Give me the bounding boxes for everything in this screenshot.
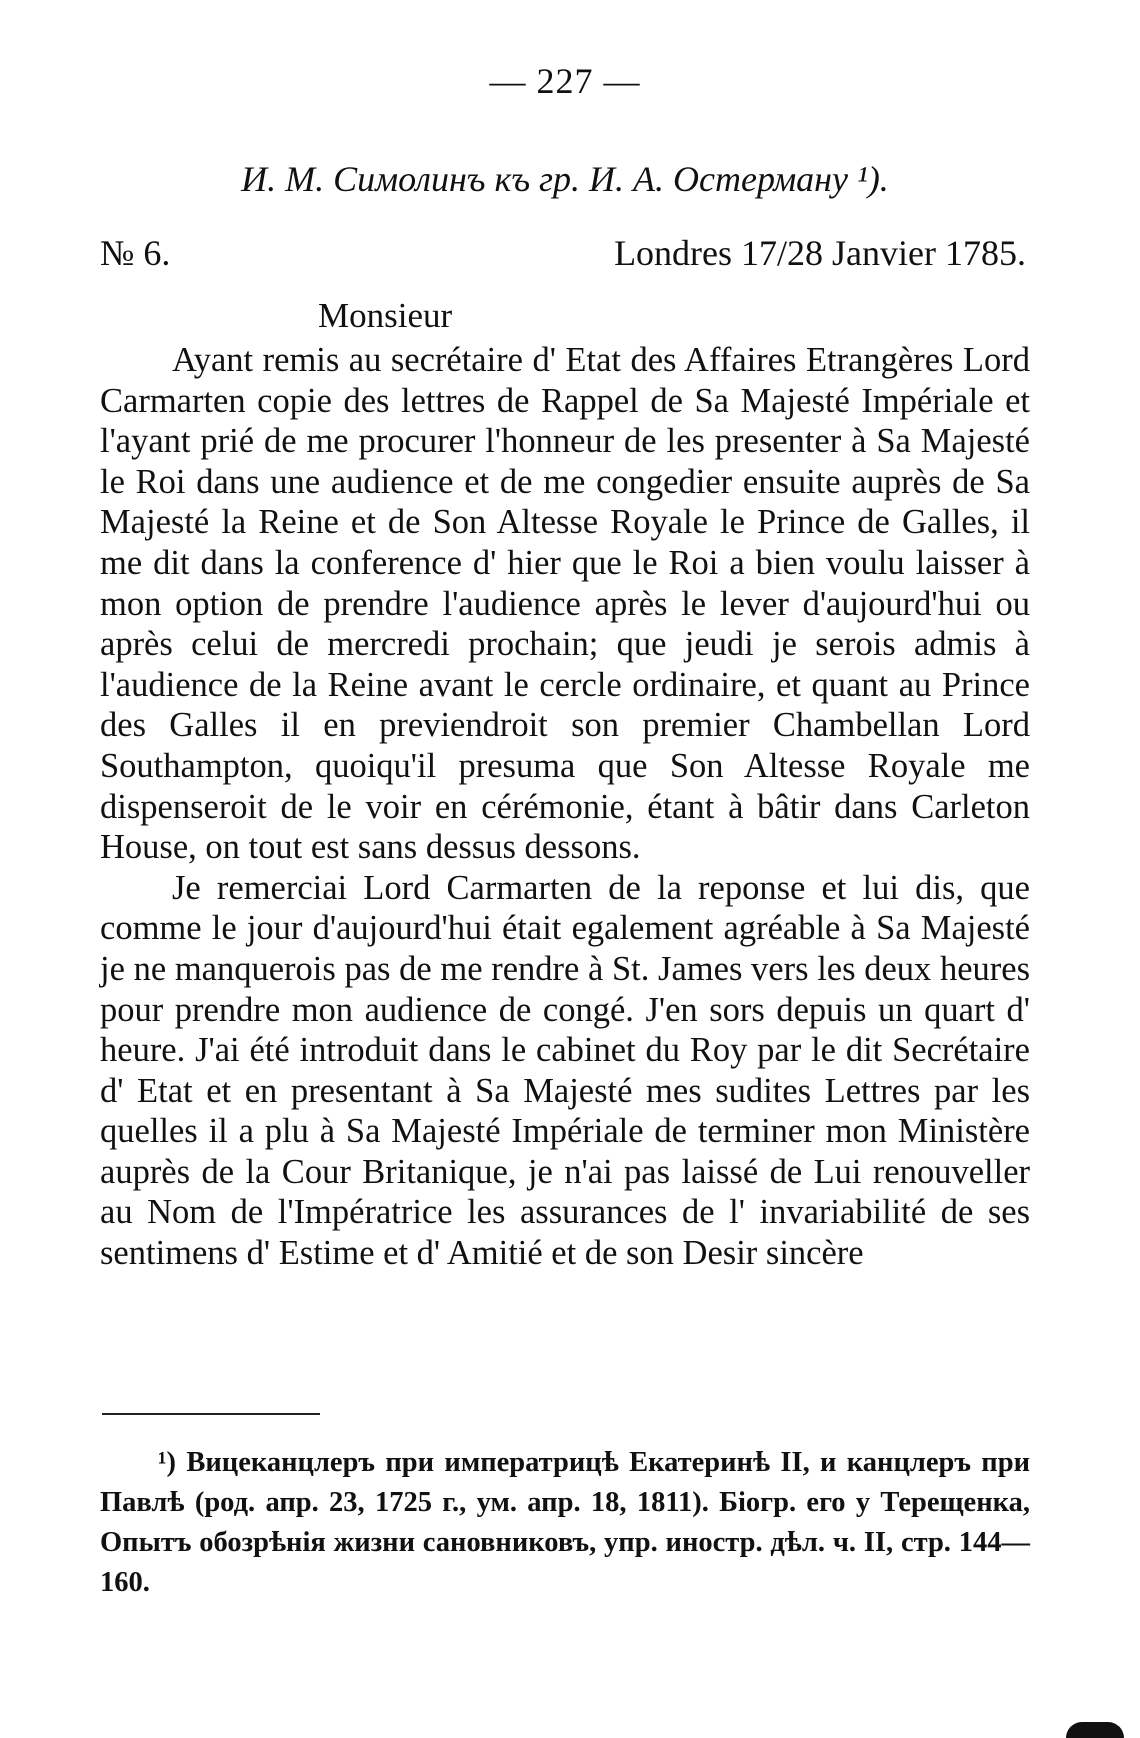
document-number: № 6.: [100, 233, 171, 273]
page-number: — 227 —: [489, 61, 641, 101]
document-header-line: [100, 232, 1030, 276]
letter-body: [100, 340, 1030, 1274]
letter-heading: И. М. Симолинъ къ гр. И. А. Остерману ¹).: [241, 159, 889, 199]
paragraph-1: Ayant remis au secrétaire d' Etat des Affaires Etrangères Lord Carmarten copie des lettres de Rappel de Sa Majesté Impériale et l'ayant prié de me procurer l'honneur de les presenter à Sa Majesté le Roi dans une audience et de me congedier ensuite auprès de Sa Majesté la Reine et de Son Altesse Royale le Prince de Galles, il me dit dans la conference d' hier que le Roi a bien voulu laisser à mon option de prendre l'audience après le lever d'aujourd'hui ou après celui de mercredi prochain; que jeudi je serois admis à l'audience de la Reine avant le cercle ordinaire, et quant au Prince des Galles il en previendroit son premier Chambellan Lord Southampton, quoiqu'il presuma que Son Altesse Royale me dispenseroit de le voir en cérémonie, étant à bâtir dans Carleton House, on tout est sans dessus dessons.: [100, 341, 1030, 867]
footnote-divider: [102, 1413, 320, 1415]
salutation: Monsieur: [318, 296, 453, 335]
footnote: [100, 1443, 1030, 1603]
document-page: [100, 0, 1030, 1738]
footnote-text: ¹) Вицеканцлеръ при императрицѣ Екатеринѣ II, и канцлеръ при Павлѣ (род. апр. 23, 1725 г., ум. апр. 18, 1811). Біогр. его у Терещенка, Опытъ обозрѣнія жизни сановниковъ, упр. иностр. дѣл. ч. II, стр. 144—160.: [100, 1447, 1030, 1598]
scan-corner-mark: [1066, 1722, 1124, 1738]
paragraph-2: Je remerciai Lord Carmarten de la reponse et lui dis, que comme le jour d'aujourd'hui était egalement agréable à Sa Majesté je ne manquerois pas de me rendre à St. James vers les deux heures pour prendre mon audience de congé. J'en sors depuis un quart d' heure. J'ai été introduit dans le cabinet du Roy par le dit Secrétaire d' Etat et en presentant à Sa Majesté mes sudites Lettres par les quelles il a plu à Sa Majesté Impériale de terminer mon Ministère auprès de la Cour Britanique, je n'ai pas laissé de Lui renouveller au Nom de l'Impératrice les assurances de l' invariabilité de ses sentimens d' Estime et d' Amitié et de son Desir sincère: [100, 868, 1030, 1273]
place-and-date: Londres 17/28 Janvier 1785.: [614, 233, 1026, 273]
